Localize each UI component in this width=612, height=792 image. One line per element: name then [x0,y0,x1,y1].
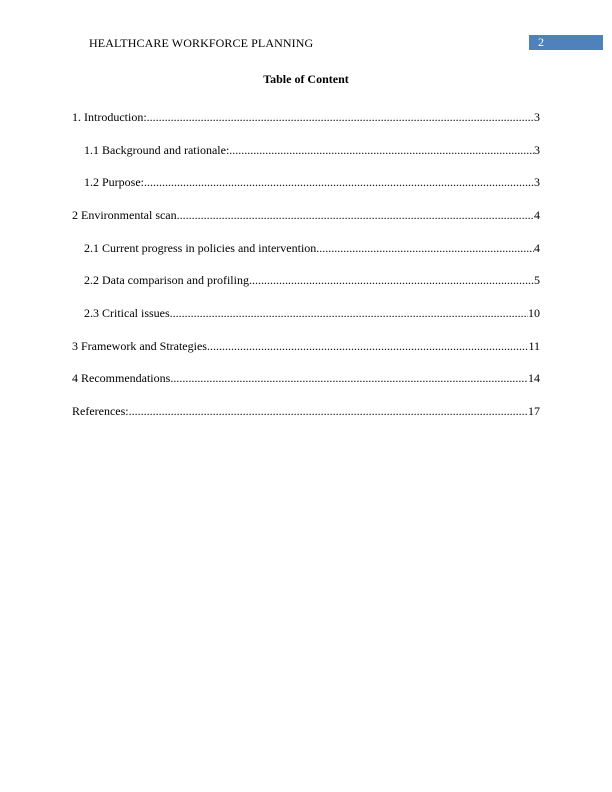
toc-entry-page: 10 [528,306,540,320]
toc-dot-leader [249,273,534,287]
toc-entry-label: References: [72,404,129,418]
toc-entry-data-comparison[interactable] [84,273,540,287]
toc-dot-leader [144,175,534,189]
toc-entry-page: 17 [528,404,540,418]
toc-entry-page: 4 [534,208,540,222]
page-number-badge [529,35,603,50]
toc-heading: Table of Content [263,72,349,86]
toc-dot-leader [129,404,528,418]
toc-entry-references[interactable] [72,404,540,418]
toc-dot-leader [229,143,534,157]
toc-entry-page: 14 [528,371,540,385]
toc-dot-leader [147,110,534,124]
toc-dot-leader [207,339,528,353]
toc-dot-leader [316,241,534,255]
toc-entry-label: 1. Introduction: [72,110,147,124]
toc-entry-environmental-scan[interactable] [72,208,540,222]
toc-entry-introduction[interactable] [72,110,540,124]
toc-entry-background[interactable] [84,143,540,157]
toc-dot-leader [170,371,528,385]
toc-entry-label: 2.1 Current progress in policies and intervention [84,241,317,255]
toc-entry-page: 11 [528,339,540,353]
toc-entry-label: 1.1 Background and rationale: [84,143,230,157]
toc-entry-label: 2.3 Critical issues [84,306,170,320]
toc-entry-policies[interactable] [84,241,540,255]
toc-entry-label: 1.2 Purpose: [84,175,144,189]
running-header-title: HEALTHCARE WORKFORCE PLANNING [89,36,314,50]
toc-entry-critical-issues[interactable] [84,306,540,320]
toc-entry-page: 3 [534,143,540,157]
toc-entry-page: 5 [534,273,540,287]
toc-entry-purpose[interactable] [84,175,540,189]
toc-entry-label: 2.2 Data comparison and profiling [84,273,249,287]
toc-entry-label: 3 Framework and Strategies [72,339,207,353]
toc-entry-page: 3 [534,110,540,124]
toc-entry-framework[interactable] [72,339,540,353]
toc-entry-label: 4 Recommendations [72,371,171,385]
page-number: 2 [538,35,544,49]
toc-entry-page: 3 [534,175,540,189]
toc-entry-recommendations[interactable] [72,371,540,385]
toc-dot-leader [177,208,534,222]
toc-dot-leader [170,306,528,320]
toc-entry-label: 2 Environmental scan [72,208,177,222]
toc-entry-page: 4 [534,241,540,255]
